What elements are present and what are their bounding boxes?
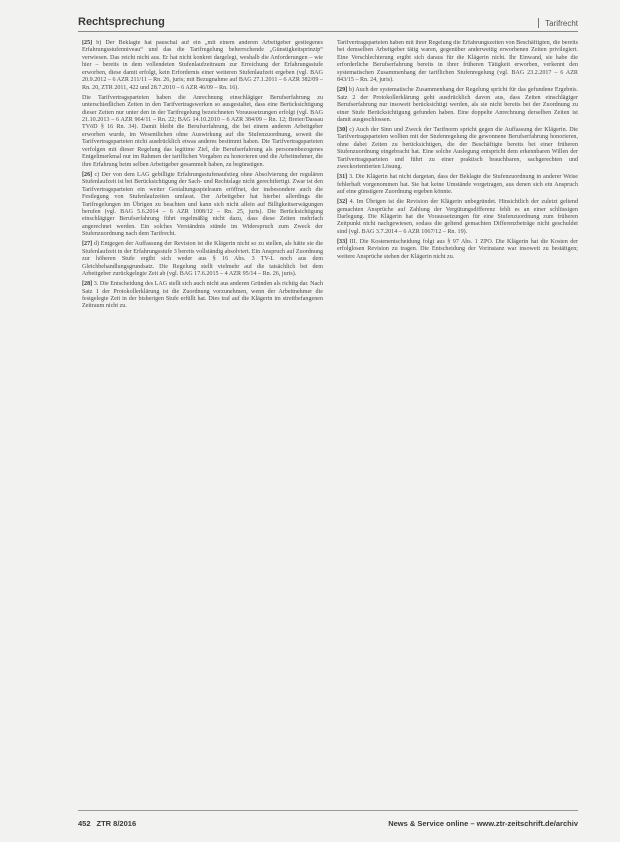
paragraph-number: [32] — [337, 199, 348, 206]
paragraph-number: [30] — [337, 126, 348, 133]
category-label: Tarifrecht — [545, 18, 578, 28]
paragraph-text: 3. Die Entscheidung des LAG stellt sich auch nicht aus anderen Gründen als richtig dar. Nach Satz 1 der Protokollerklärung ist die Zuordnung vorzunehmen, wenn der Arbeitnehmer die festgelegte Zeit in der bisherigen Stufe erfüllt hat. Dies traf auf die Klägerin im streitbefangenen Zeitraum nicht zu. — [82, 281, 323, 310]
paragraph-text: b) Der Beklagte hat pauschal auf ein „mit einem anderen Arbeitgeber gestiegenes Erfahrungsstufenniveau“ und das die Tarifregelung beherrschende „Günstigkeitsprinzip“ verwiesen. Das reicht nicht aus. Er hat nicht konkret dargelegt, weshalb die Anforderungen – wie hier – bereits in dem vollendeten Stufenlaufzeitraum zur Erreichung der Erfahrungsstufe erworben, diese damit erfolgt, kein Erfordernis einer weiteren Stufenlaufzeit ergeben (vgl. BAG 20.9.2012 – 6 AZR 211/11 – Rn. 26, juris; mit Bezugnahme auf BAG 27.1.2011 – 6 AZR 382/09 – Rn. 20, ZTR 2011, 422 und 28.7.2010 – 6 AZR 46/09 – Rn. 16). — [82, 40, 323, 91]
paragraph — [82, 172, 323, 239]
paragraph — [337, 40, 578, 85]
page-header — [78, 8, 578, 32]
section-label: Rechtsprechung — [78, 16, 165, 28]
paragraph — [82, 281, 323, 311]
paragraph-text: d) Entgegen der Auffassung der Revision ist die Klägerin nicht so zu stellen, als hätte sie die Stufenlaufzeit in der Erfahrungsstufe 3 bereits vollständig absolviert. Ein Anspruch auf Zuordnung zur höheren Stufe ergibt sich weder aus § 16 Abs. 3 TV-L noch aus dem Gleichbehandlungsgrundsatz. Die Regelung stellt vielmehr auf die tatsächlich bei dem Arbeitgeber zurückgelegte Zeit ab (vgl. BAG 17.6.2015 – 4 AZR 95/14 – Rn. 26, juris). — [82, 241, 323, 278]
text-columns — [82, 40, 578, 808]
paragraph-text: 4. Im Übrigen ist die Revision der Klägerin unbegründet. Hinsichtlich der zuletzt geltend gemachten Ansprüche auf Zahlung der Vergütungsdifferenz fehlt es an einer schlüssigen Darlegung. Die Klägerin hat die Voraussetzungen für eine Stufenzuordnung zum früheren Zeitpunkt nicht nachgewiesen, sodass die geltend gemachten Differenzbeträge nicht geschuldet sind (vgl. BAG 3.7.2014 – 6 AZR 1067/12 – Rn. 19). — [337, 199, 578, 235]
paragraph — [337, 239, 578, 261]
footer-left — [78, 819, 136, 828]
paragraph-text: Tarifvertragsparteien haben mit ihrer Regelung die Erfahrungszeiten von Beschäftigten, die bereits bei demselben Arbeitgeber tätig waren, gegenüber anderweitig erworbenen Zeiten privilegiert. Eine Verschlechterung ergibt sich daraus für die Klägerin nicht. Ihr Einwand, sie habe die erforderliche Berufserfahrung bereits in ihrer früheren Tätigkeit erworben, verkennt den systematischen Zusammenhang der tariflichen Stufenregelung (vgl. BAG 23.2.2017 – 6 AZR 843/15 – Rn. 24, juris). — [337, 40, 578, 84]
paragraph-number: [31] — [337, 174, 348, 181]
journal-issue: ZTR 8/2016 — [96, 818, 137, 828]
paragraph-text: Die Tarifvertragsparteien haben die Anrechnung einschlägiger Berufserfahrung zu unterschiedlichen Zeiten in den Tarifvertragswerken so ausgestaltet, dass eine Berücksichtigung dieser Zeiten nur unter den in der Tarifregelung bezeichneten Voraussetzungen erfolgt (vgl. BAG 21.10.2013 – 6 AZR 964/11 – Rn. 22; BAG 14.10.2010 – 6 AZR 384/09 – Rn. 12; Breier/Dassau TVöD § 16 Rn. 34). Damit bleibt die Berufserfahrung, die bei einem anderen Arbeitgeber erworben wurde, im Wesentlichen ohne Auswirkung auf die Stufenzuordnung, soweit die Tarifvertragsparteien nicht ausdrücklich etwas anderes bestimmt haben. Die Tarifvertragsparteien verfolgen mit dieser Regelung das legitime Ziel, die Berufserfahrung als personenbezogenes Entgeltmerkmal nur im Rahmen der tariflichen Vorgaben zu honorieren und die Arbeitnehmer, die ihre Erfahrung beim selben Arbeitgeber gesammelt haben, zu begünstigen. — [82, 94, 323, 168]
paragraph-number: [29] — [337, 87, 348, 94]
paragraph — [337, 87, 578, 124]
paragraph-text: 3. Die Klägerin hat nicht dargetan, dass der Beklagte die Stufenzuordnung in anderer Weise fehlerhaft vorgenommen hat. Sie hat keine Umstände vorgetragen, aus denen sich ein Anspruch auf eine günstigere Zuordnung ergeben könnte. — [337, 174, 578, 196]
header-divider — [538, 18, 539, 28]
paragraph — [82, 40, 323, 92]
page-number: 452 — [78, 818, 91, 828]
paragraph-number: [26] — [82, 171, 93, 178]
paragraph-text: III. Die Kostenentscheidung folgt aus § 97 Abs. 1 ZPO. Die Klägerin hat die Kosten der erfolglosen Revision zu tragen. Die Entscheidung der Vorinstanz war insoweit zu bestätigen; weitere Ansprüche stehen der Klägerin nicht zu. — [337, 238, 578, 260]
paragraph-number: [28] — [82, 281, 93, 288]
paragraph-text: c) Auch der Sinn und Zweck der Tarifnorm spricht gegen die Auffassung der Klägerin. Die Tarifvertragsparteien wollten mit der Stufenregelung die gewonnene Berufserfahrung honorieren, ohne dabei Zeiten zu berücksichtigen, die der Beschäftigte bereits bei einer früheren Stufenzuordnung eingebracht hat. Eine solche Auslegung entspricht dem erkennbaren Willen der Tarifvertragsparteien und führt zu einer praktisch brauchbaren, sachgerechten und zweckorientierten Lösung. — [337, 126, 578, 171]
paragraph — [337, 127, 578, 172]
paragraph — [82, 95, 323, 170]
paragraph-number: [27] — [82, 241, 93, 248]
header-category — [538, 18, 578, 28]
left-column — [82, 40, 323, 808]
paragraph-number: [33] — [337, 238, 348, 245]
paragraph — [337, 174, 578, 196]
paragraph-text: b) Auch der systematische Zusammenhang der Regelung spricht für das gefundene Ergebnis. Satz 2 der Protokollerklärung geht ausdrücklich davon aus, dass Zeiten einschlägiger Berufserfahrung nur insoweit berücksichtigt werden, als sie nicht bereits bei der Zuordnung zu einer Stufe Berücksichtigung gefunden haben. Eine doppelte Anrechnung derselben Zeiten ist damit ausgeschlossen. — [337, 87, 578, 124]
paragraph — [82, 241, 323, 278]
paragraph — [337, 199, 578, 236]
paragraph-number: [25] — [82, 40, 93, 46]
right-column — [337, 40, 578, 808]
paragraph-text: c) Der von dem LAG gebilligte Erfahrungsstufenaufstieg ohne Absolvierung der regulären Stufenlaufzeit ist bei Berücksichtigung der Sach- und Rechtslage nicht gerechtfertigt. Zwar ist den Tarifvertragsparteien ein weiter Gestaltungsspielraum eröffnet, der insbesondere auch die Festlegung von Stufenlaufzeiten umfasst. Der Arbeitgeber hat hierbei allerdings die Tarifregelungen im Übrigen zu beachten und kann sich nicht allein auf Billigkeitserwägungen berufen (vgl. BAG 5.6.2014 – 6 AZR 1008/12 – Rn. 25, juris). Die Berücksichtigung einschlägiger Berufserfahrung führt regelmäßig nicht dazu, dass diese Zeiten mehrfach angerechnet werden. Ein solches Verständnis stünde im Widerspruch zum Zweck der Stufenzuordnung nach dem Tarifrecht. — [82, 171, 323, 238]
page-footer — [78, 810, 578, 832]
footer-link[interactable]: News & Service online – www.ztr-zeitschrift.de/archiv — [388, 818, 578, 828]
